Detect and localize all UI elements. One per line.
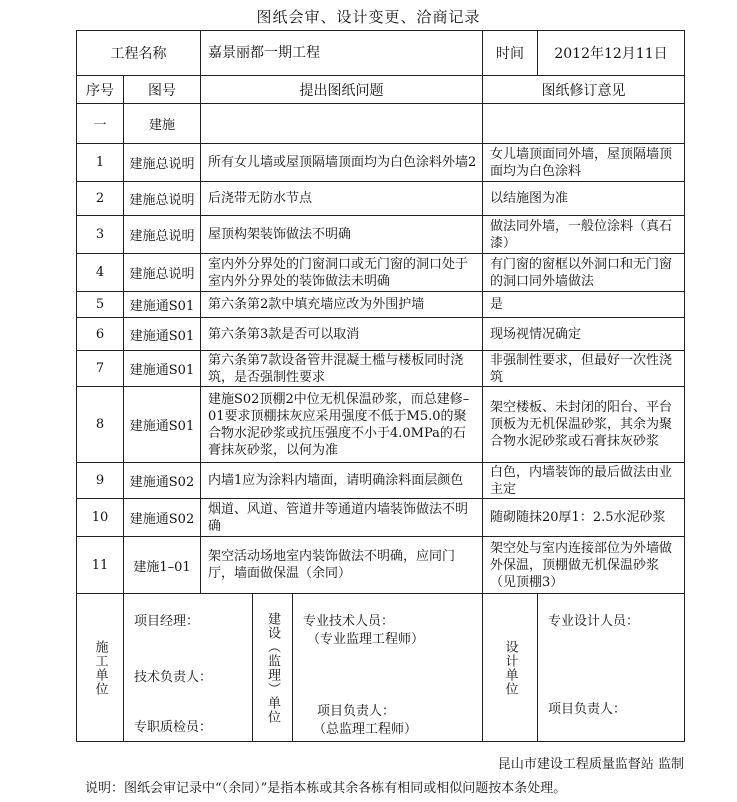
row-issue: 屋顶构架装饰做法不明确 [201,216,483,254]
row-drawing: 建施总说明 [124,254,201,292]
table-row [77,537,685,594]
row-drawing: 建施总说明 [124,182,201,216]
supervisor-note: 昆山市建设工程质量监督站 监制 [497,757,684,772]
signature-row [77,594,685,742]
table-row [77,144,685,182]
row-drawing: 建施通S02 [124,499,201,537]
row-revision: 以结施图为准 [483,182,685,216]
design-unit-label: 设计单位 [502,639,518,696]
section-issue-empty [201,104,483,144]
table-row [77,499,685,537]
row-no: 5 [77,292,124,318]
row-issue: 内墙1应为涂料内墙面，请明确涂料面层颜色 [201,463,483,499]
row-revision: 架空处与室内连接部位为外墙做外保温，顶棚做无机保温砂浆（见顶棚3） [483,537,685,594]
project-lead-label: 项目负责人： [317,704,396,719]
construction-unit-label: 施工单位 [92,639,108,696]
row-drawing: 建施总说明 [124,144,201,182]
construction-sign-area [124,594,253,742]
row-revision: 随砌随抹20厚1：2.5水泥砂浆 [483,499,685,537]
row-no: 11 [77,537,124,594]
row-revision: 做法同外墙，一般位涂料（真石漆） [483,216,685,254]
col-header-revision: 图纸修订意见 [483,76,685,104]
row-revision: 是 [483,292,685,318]
table-row [77,254,685,292]
col-header-issue: 提出图纸问题 [201,76,483,104]
supervision-unit-label: 建设（监理）单位 [265,611,280,724]
row-no: 7 [77,351,124,387]
review-table [76,30,685,742]
row-no: 3 [77,216,124,254]
row-issue: 建施S02顶棚2中位无机保温砂浆，而总建修–01要求顶棚抹灰应采用强度不低于M5.0的聚合物水泥砂浆或抗压强度不小于4.0MPa的石膏抹灰砂浆，以何为准 [201,387,483,463]
table-row [77,387,685,463]
table-row [77,292,685,318]
row-issue: 第六条第3款是否可以取消 [201,318,483,351]
row-issue: 后浇带无防水节点 [201,182,483,216]
tech-lead-label: 技术负责人： [134,670,213,685]
row-revision: 现场视情况确定 [483,318,685,351]
row-no: 6 [77,318,124,351]
supervision-sign-area [293,594,483,742]
row-drawing: 建施通S01 [124,387,201,463]
professional-tech-label: 专业技术人员： [303,614,395,629]
row-no: 4 [77,254,124,292]
document-title: 图纸会审、设计变更、洽商记录 [256,8,481,26]
table-row [77,463,685,499]
project-name: 嘉景丽都一期工程 [201,31,483,76]
design-sign-area [538,594,685,742]
table-row [77,318,685,351]
table-row [77,182,685,216]
date-value: 2012年12月11日 [538,31,685,76]
quality-inspector-label: 专职质检员： [134,720,213,735]
row-drawing: 建施通S01 [124,292,201,318]
chief-engineer-label: （总监理工程师） [313,722,418,737]
col-header-no: 序号 [77,76,124,104]
row-revision: 白色，内墙装饰的最后做法由业主定 [483,463,685,499]
row-issue: 室内外分界处的门窗洞口或无门窗的洞口处于室内外分界处的装饰做法未明确 [201,254,483,292]
design-unit-cell [483,594,538,742]
row-drawing: 建施通S02 [124,463,201,499]
col-header-drawing: 图号 [124,76,201,104]
construction-unit-cell [77,594,124,742]
row-revision: 架空楼板、未封闭的阳台、平台顶板为无机保温砂浆，其余为聚合物水泥砂浆或石膏抹灰砂浆 [483,387,685,463]
row-no: 10 [77,499,124,537]
footnote: 说明：图纸会审记录中“（余同）”是指本栋或其余各栋有相同或相似问题按本条处理。 [85,781,567,796]
row-drawing: 建施总说明 [124,216,201,254]
supervision-unit-cell [253,594,293,742]
row-drawing: 建施1–01 [124,537,201,594]
row-issue: 烟道、风道、管道井等通道内墙装饰做法不明确 [201,499,483,537]
row-issue: 所有女儿墙或屋顶隔墙顶面均为白色涂料外墙2 [201,144,483,182]
row-issue: 第六条第2款中填充墙应改为外围护墙 [201,292,483,318]
table-row [77,351,685,387]
project-manager-label: 项目经理： [134,614,200,629]
design-staff-label: 专业设计人员： [548,614,640,629]
project-label: 工程名称 [77,31,201,76]
professional-engineer-label: （专业监理工程师） [307,632,425,647]
row-issue: 第六条第7款设备管井混凝土槛与楼板同时浇筑，是否强制性要求 [201,351,483,387]
section-revision-empty [483,104,685,144]
row-no: 2 [77,182,124,216]
row-no: 1 [77,144,124,182]
row-revision: 有门窗的窗框以外洞口和无门窗的洞口同外墙做法 [483,254,685,292]
row-no: 8 [77,387,124,463]
row-drawing: 建施通S01 [124,351,201,387]
row-revision: 非强制性要求，但最好一次性浇筑 [483,351,685,387]
section-no: 一 [77,104,124,144]
time-label: 时间 [483,31,538,76]
table-row [77,216,685,254]
row-revision: 女儿墙顶面同外墙，屋顶隔墙顶面均为白色涂料 [483,144,685,182]
row-issue: 架空活动场地室内装饰做法不明确，应同门厅，墙面做保温（余同） [201,537,483,594]
row-drawing: 建施通S01 [124,318,201,351]
section-drawing: 建施 [124,104,201,144]
design-project-lead-label: 项目负责人： [548,702,627,717]
row-no: 9 [77,463,124,499]
